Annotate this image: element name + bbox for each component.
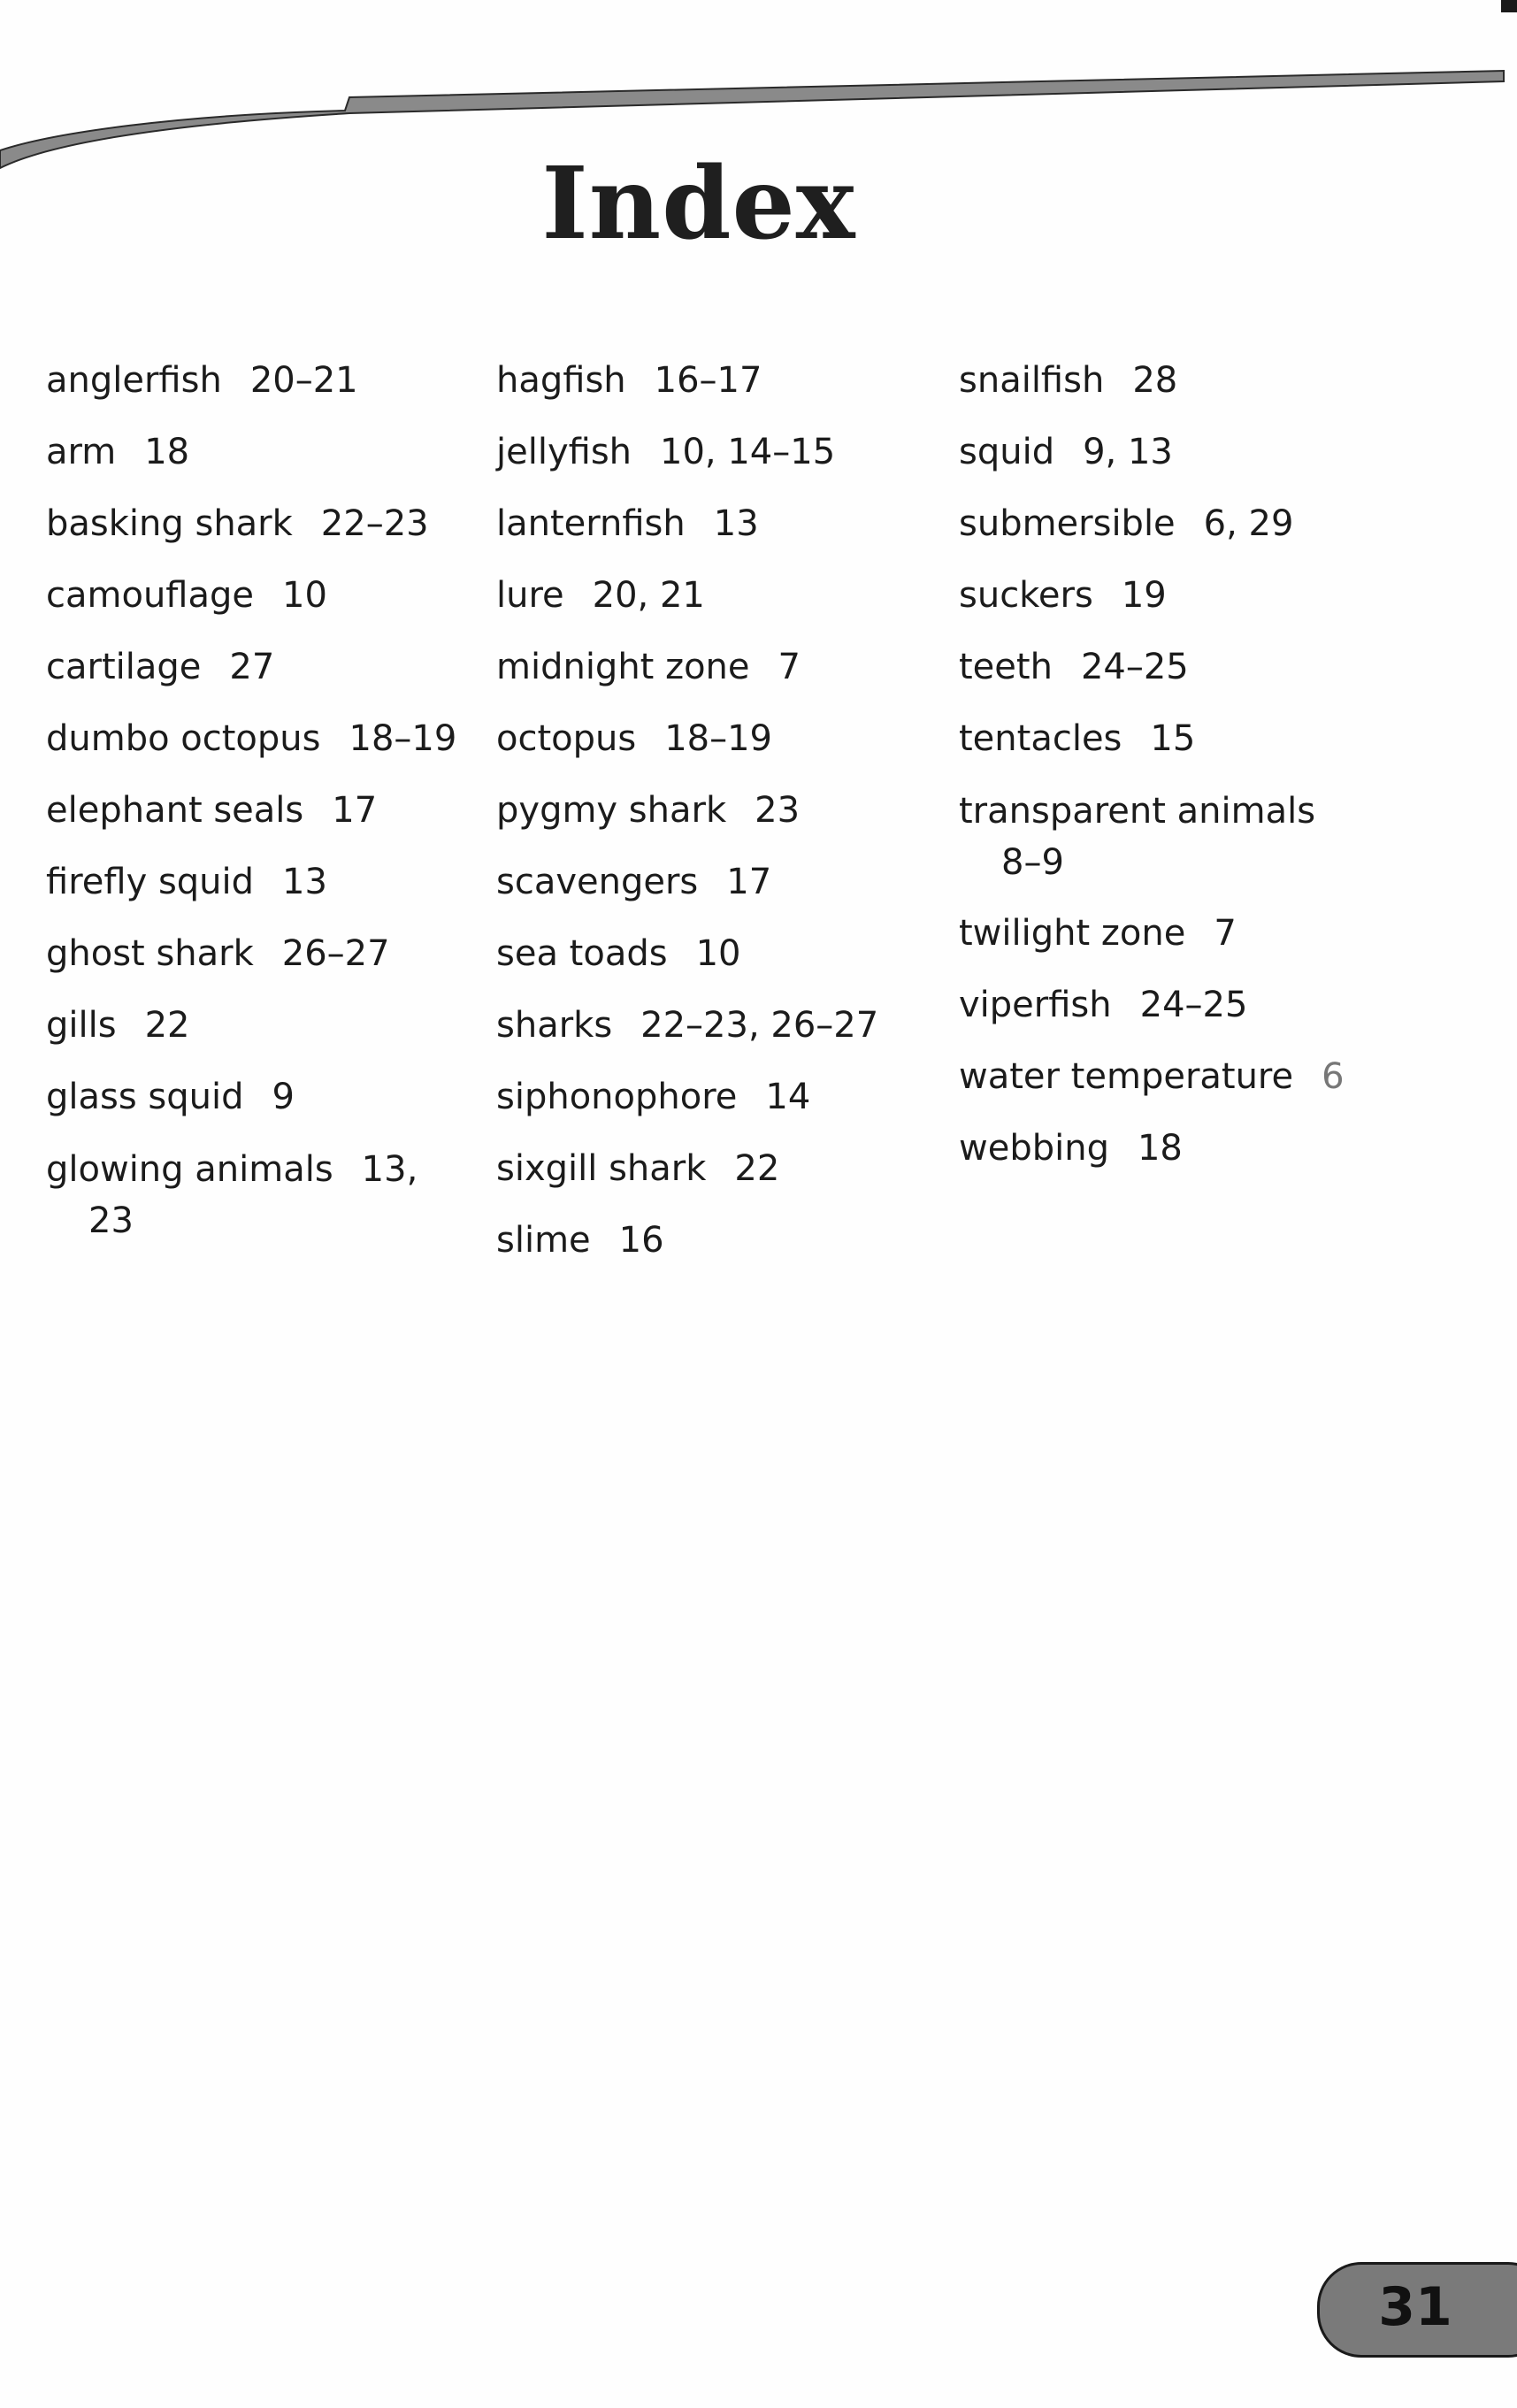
entry-term: glowing animals	[46, 1149, 333, 1190]
entry-term: transparent animals	[959, 791, 1316, 832]
index-entry	[496, 1205, 956, 1277]
entry-pages: 18–19	[349, 718, 457, 759]
entry-pages: 22–23	[320, 503, 429, 544]
entry-term: sharks	[496, 1005, 613, 1046]
entry-pages: 20, 21	[592, 575, 705, 616]
index-entry	[496, 918, 956, 990]
entry-term: cartilage	[46, 647, 202, 687]
index-entry	[959, 488, 1454, 560]
entry-term: gills	[46, 1005, 117, 1046]
entry-pages-continued: 23	[88, 1200, 134, 1241]
entry-term: squid	[959, 432, 1055, 472]
index-column-2	[496, 345, 956, 1277]
entry-term: siphonophore	[496, 1077, 738, 1117]
corner-mark	[1501, 0, 1517, 12]
entry-term: twilight zone	[959, 913, 1186, 954]
entry-term: hagfish	[496, 360, 626, 401]
page-number: 31	[1378, 2276, 1452, 2338]
entry-term: elephant seals	[46, 790, 304, 831]
entry-term: viperfish	[959, 985, 1112, 1025]
index-entry	[46, 1062, 488, 1133]
entry-term: arm	[46, 432, 117, 472]
entry-term: scavengers	[496, 862, 699, 902]
entry-term: midnight zone	[496, 647, 750, 687]
entry-pages: 24–25	[1080, 647, 1189, 687]
entry-term: sea toads	[496, 933, 668, 974]
index-entry	[959, 345, 1454, 417]
entry-pages: 6, 29	[1203, 503, 1294, 544]
index-entry	[46, 847, 488, 918]
index-entry	[46, 417, 488, 488]
index-entry	[496, 632, 956, 703]
index-entry	[959, 632, 1454, 703]
index-entry	[46, 918, 488, 990]
index-entry	[46, 488, 488, 560]
index-entry	[496, 847, 956, 918]
entry-term: sixgill shark	[496, 1148, 707, 1189]
entry-pages: 17	[332, 790, 378, 831]
entry-term: dumbo octopus	[46, 718, 321, 759]
entry-pages: 9, 13	[1083, 432, 1173, 472]
index-entry	[496, 560, 956, 632]
index-entry	[959, 1113, 1454, 1185]
entry-pages: 16	[618, 1220, 664, 1261]
entry-term: lure	[496, 575, 564, 616]
entry-pages: 22–23, 26–27	[640, 1005, 879, 1046]
index-entry	[959, 560, 1454, 632]
entry-pages: 14	[765, 1077, 811, 1117]
entry-term: submersible	[959, 503, 1176, 544]
index-entry	[46, 703, 488, 775]
entry-pages: 18	[1137, 1128, 1183, 1169]
entry-term: webbing	[959, 1128, 1109, 1169]
index-entry	[46, 345, 488, 417]
entry-term: ghost shark	[46, 933, 254, 974]
entry-term: pygmy shark	[496, 790, 727, 831]
index-entry	[959, 1041, 1454, 1113]
entry-pages: 10	[282, 575, 327, 616]
entry-term: tentacles	[959, 718, 1122, 759]
index-entry	[959, 970, 1454, 1041]
index-entry	[496, 1133, 956, 1205]
entry-pages: 20–21	[249, 360, 358, 401]
index-entry	[496, 1062, 956, 1133]
entry-term: jellyfish	[496, 432, 632, 472]
entry-term: camouflage	[46, 575, 254, 616]
entry-pages: 23	[755, 790, 801, 831]
index-entry	[46, 990, 488, 1062]
index-entry	[46, 1133, 488, 1256]
entry-term: glass squid	[46, 1077, 244, 1117]
entry-pages: 13	[282, 862, 327, 902]
index-column-3	[959, 345, 1454, 1185]
page-title: Index	[541, 146, 856, 262]
index-entry	[496, 703, 956, 775]
entry-term: basking shark	[46, 503, 293, 544]
entry-term: water temperature	[959, 1056, 1294, 1097]
entry-pages: 26–27	[281, 933, 390, 974]
entry-pages: 18–19	[664, 718, 772, 759]
entry-term: firefly squid	[46, 862, 255, 902]
entry-term: lanternfish	[496, 503, 686, 544]
entry-pages-continued: 8–9	[1001, 842, 1064, 883]
index-entry	[959, 898, 1454, 970]
entry-pages: 17	[726, 862, 772, 902]
entry-pages: 24–25	[1139, 985, 1248, 1025]
entry-term: snailfish	[959, 360, 1105, 401]
entry-pages: 7	[1214, 913, 1237, 954]
entry-term: suckers	[959, 575, 1093, 616]
entry-pages: 28	[1132, 360, 1178, 401]
entry-pages: 22	[144, 1005, 190, 1046]
index-entry	[496, 775, 956, 847]
index-entry	[959, 417, 1454, 488]
entry-term: teeth	[959, 647, 1053, 687]
index-entry	[959, 775, 1454, 898]
entry-pages: 10, 14–15	[660, 432, 836, 472]
entry-pages: 18	[144, 432, 190, 472]
entry-term: anglerfish	[46, 360, 222, 401]
entry-pages: 19	[1121, 575, 1167, 616]
index-entry	[959, 703, 1454, 775]
entry-term: octopus	[496, 718, 637, 759]
entry-pages: 16–17	[654, 360, 762, 401]
index-entry	[496, 345, 956, 417]
entry-pages: 13	[713, 503, 759, 544]
entry-pages: 7	[778, 647, 801, 687]
index-entry	[496, 417, 956, 488]
index-entry	[46, 632, 488, 703]
entry-term: slime	[496, 1220, 591, 1261]
index-entry	[496, 488, 956, 560]
entry-pages: 27	[229, 647, 275, 687]
entry-pages: 6	[1322, 1056, 1345, 1097]
index-entry	[46, 775, 488, 847]
entry-pages: 9	[272, 1077, 295, 1117]
index-entry	[496, 990, 956, 1062]
entry-pages: 13,	[361, 1149, 418, 1190]
index-entry	[46, 560, 488, 632]
entry-pages: 22	[734, 1148, 780, 1189]
entry-pages: 15	[1150, 718, 1196, 759]
index-column-1	[46, 345, 488, 1256]
entry-pages: 10	[695, 933, 741, 974]
